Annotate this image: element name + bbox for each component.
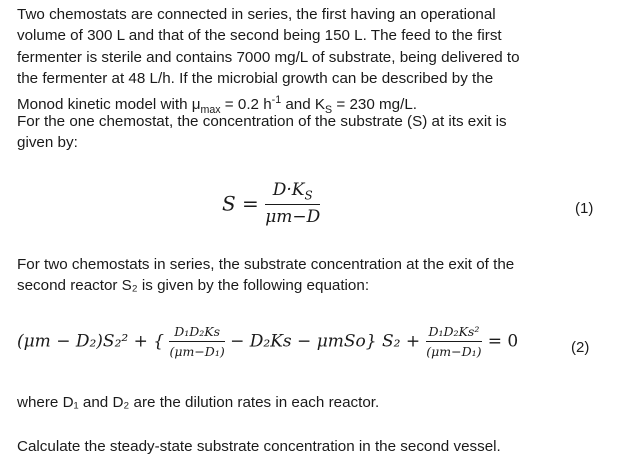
intro-line: Two chemostats are connected in series, the first having an operational bbox=[17, 6, 496, 23]
intro-line: volume of 300 L and that of the second being 150 L. The feed to the first bbox=[17, 27, 502, 45]
one-chemostat-line: given by: bbox=[17, 134, 78, 152]
two-chemostat-paragraph bbox=[17, 254, 607, 297]
eq2-fraction-2 bbox=[426, 324, 483, 359]
eq2-frac1-numerator: D₁D₂Ks bbox=[169, 324, 224, 342]
two-chemostat-line: second reactor S₂ is given by the following equation: bbox=[17, 277, 370, 295]
equation-2-number: (2) bbox=[571, 339, 590, 356]
eq2-frac1-denominator: (μm−D₁) bbox=[169, 344, 225, 359]
eq2-frac2-numerator: D₁D₂Ks² bbox=[426, 324, 483, 342]
eq2-frac2-denominator: (μm−D₁) bbox=[426, 344, 482, 359]
equation-1 bbox=[222, 180, 320, 227]
eq2-fraction-1 bbox=[169, 324, 224, 359]
two-chemostat-line: For two chemostats in series, the substrate concentration at the exit of the bbox=[17, 256, 515, 273]
where-paragraph bbox=[17, 392, 607, 413]
question-paragraph bbox=[17, 436, 607, 457]
one-chemostat-line: For the one chemostat, the concentration of the substrate (S) at its exit is bbox=[17, 112, 507, 130]
question-line: Calculate the steady-state substrate concentration in the second vessel. bbox=[17, 438, 501, 455]
eq1-numerator-sub: S bbox=[304, 188, 313, 203]
eq2-rhs: = 0 bbox=[487, 331, 519, 352]
intro-line: fermenter is sterile and contains 7000 mg/L of substrate, being delivered to bbox=[17, 48, 520, 66]
eq1-lhs: S = bbox=[222, 191, 259, 216]
eq1-denominator: μm−D bbox=[265, 207, 321, 228]
intro-paragraph bbox=[17, 4, 607, 154]
eq1-numerator: D·K bbox=[272, 180, 305, 200]
equation-2 bbox=[17, 324, 518, 359]
kinetics-line: Monod kinetic model with $\mu_{max} = 0.2$ $h^{-1}$ and $K_S = 230$ mg/L. bbox=[17, 93, 417, 116]
intro-line: the fermenter at 48 L/h. If the microbial growth can be described by the bbox=[17, 70, 494, 88]
where-line: where D₁ and D₂ are the dilution rates in each reactor. bbox=[17, 394, 380, 411]
equation-1-number: (1) bbox=[575, 200, 594, 217]
eq2-term2: − D₂Ks − μmSo} S₂ + bbox=[230, 331, 426, 352]
eq1-fraction bbox=[265, 180, 320, 227]
eq2-term1: (μm − D₂)S₂² + { bbox=[17, 331, 165, 352]
